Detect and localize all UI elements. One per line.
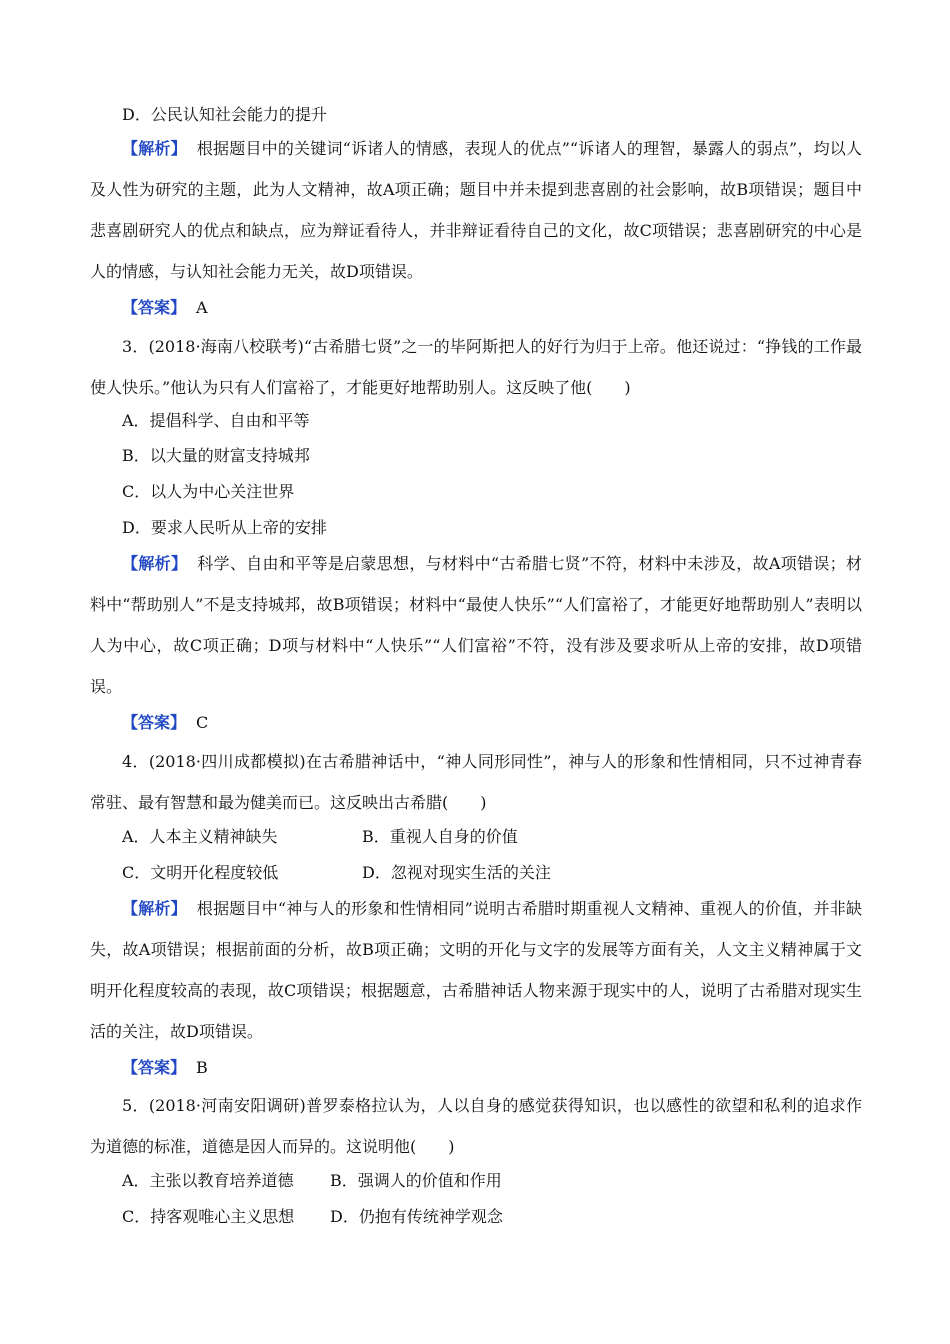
q3-analysis-text: 科学、自由和平等是启蒙思想，与材料中“古希腊七贤”不符，材料中未涉及，故A项错误；材料中“帮助别人”不是支持城邦，故B项错误；材料中“最使人快乐”“人们富裕了，才能更好地帮助别人”表明以人为中心，故C项正确；D项与材料中“人快乐”“人们富裕”不符，没有涉及要求听从上帝的安排，故D项错误。: [90, 554, 862, 696]
q3-option-a: A．提倡科学、自由和平等: [122, 411, 310, 430]
analysis-tag: 【解析】: [122, 899, 187, 918]
q2-analysis-text: 根据题目中的关键词“诉诸人的情感，表现人的优点”“诉诸人的理智，暴露人的弱点”，均以人及人性为研究的主题，此为人文精神，故A项正确；题目中并未提到悲喜剧的社会影响，故B项错误；题目中悲喜剧研究人的优点和缺点，应为辩证看待人，并非辩证看待自己的文化，故C项错误；悲喜剧研究的中心是人的情感，与认知社会能力无关，故D项错误。: [90, 139, 862, 281]
answer-tag: 【答案】: [122, 298, 187, 317]
q5-option-c: C．持客观唯心主义思想: [122, 1207, 295, 1226]
q4-answer-value: B: [196, 1058, 208, 1077]
analysis-tag: 【解析】: [122, 139, 187, 158]
q2-option-d: D．公民认知社会能力的提升: [122, 105, 327, 124]
q3-stem: 3．(2018·海南八校联考)“古希腊七贤”之一的毕阿斯把人的好行为归于上帝。他还说过：“挣钱的工作最使人快乐。”他认为只有人们富裕了，才能更好地帮助别人。这反映了他( ): [90, 337, 862, 397]
q3-answer-value: C: [196, 713, 209, 732]
q3-answer: [122, 711, 208, 735]
q3-option-c: C．以人为中心关注世界: [122, 482, 295, 501]
q2-answer: [122, 296, 208, 320]
q4-answer: [122, 1056, 208, 1080]
q4-analysis-text: 根据题目中“神与人的形象和性情相同”说明古希腊时期重视人文精神、重视人的价值，并非缺失，故A项错误；根据前面的分析，故B项正确；文明的开化与文字的发展等方面有关，人文主义精神属于文明开化程度较高的表现，故C项错误；根据题意，古希腊神话人物来源于现实中的人，说明了古希腊对现实生活的关注，故D项错误。: [90, 899, 862, 1041]
q4-option-b: B．重视人自身的价值: [362, 827, 518, 846]
answer-tag: 【答案】: [122, 1058, 187, 1077]
q5-option-b: B．强调人的价值和作用: [330, 1171, 502, 1190]
answer-tag: 【答案】: [122, 713, 187, 732]
q3-option-d: D．要求人民听从上帝的安排: [122, 518, 327, 537]
q3-analysis: [90, 543, 862, 707]
q4-analysis: [90, 888, 862, 1052]
q4-stem: 4．(2018·四川成都模拟)在古希腊神话中，“神人同形同性”，神与人的形象和性情相同，只不过神青春常驻、最有智慧和最为健美而已。这反映出古希腊( ): [90, 752, 862, 812]
q4-option-c: C．文明开化程度较低: [122, 863, 279, 882]
q3-option-b: B．以大量的财富支持城邦: [122, 446, 310, 465]
q2-answer-value: A: [196, 298, 208, 317]
q5-option-d: D．仍抱有传统神学观念: [330, 1207, 503, 1226]
q5-option-a: A．主张以教育培养道德: [122, 1171, 294, 1190]
analysis-tag: 【解析】: [122, 554, 188, 573]
q2-analysis: [90, 128, 862, 292]
q4-option-d: D．忽视对现实生活的关注: [362, 863, 551, 882]
q5-stem: 5．(2018·河南安阳调研)普罗泰格拉认为，人以自身的感觉获得知识，也以感性的欲望和私利的追求作为道德的标准，道德是因人而异的。这说明他( ): [90, 1096, 862, 1156]
q4-option-a: A．人本主义精神缺失: [122, 827, 278, 846]
